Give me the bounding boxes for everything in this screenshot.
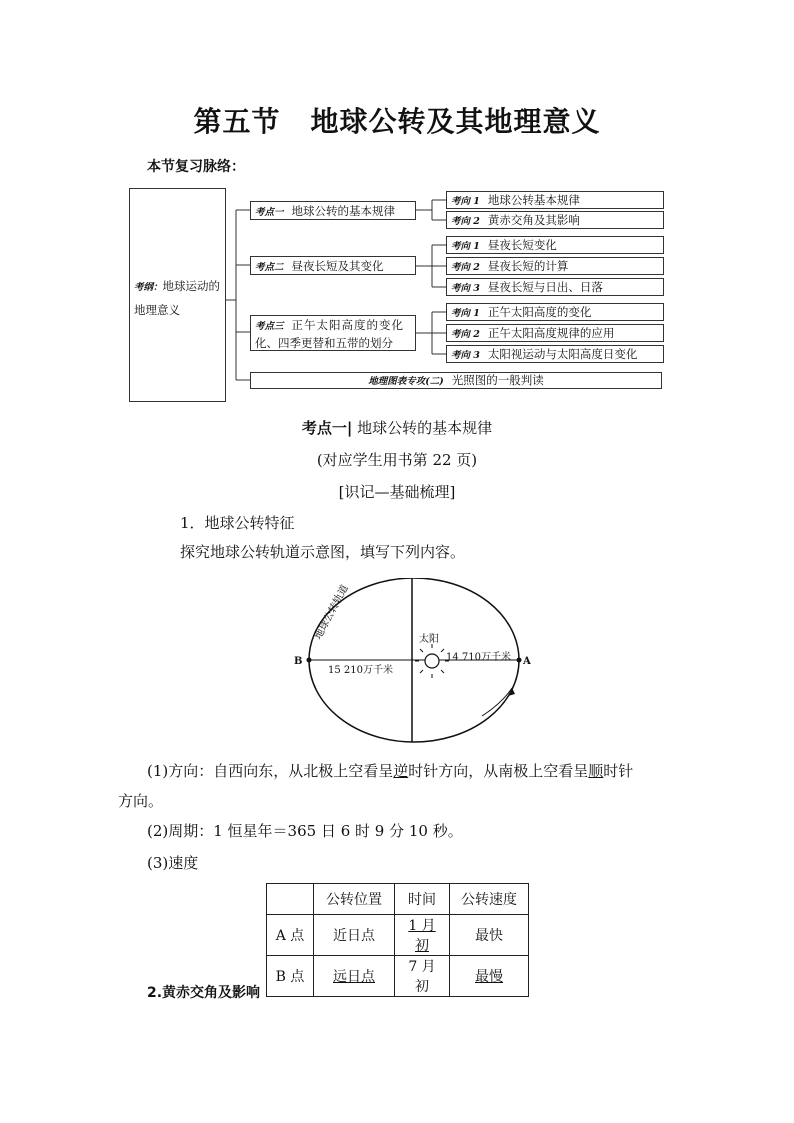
outline-root-line2: 地理意义: [134, 303, 180, 317]
near-distance-label: 14 710万千米: [446, 652, 511, 663]
outline-special: 地理图表专攻(二) 光照图的一般判读: [250, 372, 662, 389]
section-tag: [识记—基础梳理]: [338, 483, 456, 501]
table-cell: 最快: [450, 915, 529, 956]
outline-point-2: 考点二 昼夜长短及其变化: [250, 256, 416, 275]
sun-icon: [415, 644, 449, 678]
table-row: [267, 915, 529, 956]
speed-table: [266, 883, 529, 997]
table-cell: 1 月初: [395, 915, 450, 956]
section-1-heading: 1．地球公转特征: [180, 514, 295, 532]
orbit-label: 地球公转轨道: [312, 583, 351, 642]
point-a-dot: [517, 658, 522, 663]
outline-direction: 考向 1 正午太阳高度的变化: [446, 303, 664, 321]
outline-root-box: [129, 188, 226, 402]
outline-root-line1: 考纲：地球运动的: [134, 279, 221, 293]
outline-direction: 考向 2 正午太阳高度规律的应用: [446, 324, 664, 342]
table-header-cell: 时间: [395, 884, 450, 915]
blank-answer: 顺: [588, 762, 604, 780]
table-header-cell: 公转位置: [314, 884, 395, 915]
section-2-heading: 2.黄赤交角及影响: [147, 985, 261, 1001]
table-cell: A 点: [267, 915, 314, 956]
table-header-row: [267, 884, 529, 915]
orbit-diagram: [280, 578, 550, 774]
sun-label: 太阳: [419, 634, 439, 645]
outline-point-3: 考点三 正午太阳高度的变化 化、四季更替和五带的划分: [250, 315, 416, 351]
table-row: [267, 956, 529, 997]
title-part1: 第五节: [193, 105, 281, 138]
outline-direction: 考向 1 昼夜长短变化: [446, 236, 664, 254]
speed-heading: (3)速度: [147, 854, 199, 872]
table-cell: 近日点: [314, 915, 395, 956]
far-distance-label: 15 210万千米: [328, 665, 393, 676]
outline-direction: 考向 2 黄赤交角及其影响: [446, 211, 664, 229]
point-b-label: B: [294, 656, 303, 667]
outline-root-tag: 考纲：: [134, 282, 163, 293]
outline-direction: 考向 3 太阳视运动与太阳高度日变化: [446, 345, 664, 363]
table-header-cell: 公转速度: [450, 884, 529, 915]
table-cell: 7 月初: [395, 956, 450, 997]
outline-direction: 考向 1 地球公转基本规律: [446, 191, 664, 209]
table-header-cell: [267, 884, 314, 915]
direction-line-2: 方向。: [118, 792, 164, 810]
period-line: (2)周期：1 恒星年＝365 日 6 时 9 分 10 秒。: [147, 822, 463, 840]
point-a-label: A: [523, 656, 531, 667]
direction-arrow: [482, 688, 512, 716]
kaodian-heading: [0, 417, 794, 438]
point-b-dot: [307, 658, 312, 663]
blank-answer: 逆: [393, 762, 409, 780]
outline-direction: 考向 3 昼夜长短与日出、日落: [446, 278, 664, 296]
kaodian-title: 地球公转的基本规律: [357, 419, 493, 437]
title-part2: 地球公转及其地理意义: [310, 105, 601, 138]
outline-direction: 考向 2 昼夜长短的计算: [446, 257, 664, 275]
section-1-intro: 探究地球公转轨道示意图，填写下列内容。: [180, 543, 466, 561]
table-cell: 最慢: [450, 956, 529, 997]
direction-line-1: (1)方向：自西向东，从北极上空看呈逆时针方向，从南极上空看呈顺时针: [147, 762, 634, 780]
kaodian-prefix: 考点一|: [301, 419, 353, 437]
table-cell: 远日点: [314, 956, 395, 997]
page-reference: (对应学生用书第 22 页): [316, 451, 478, 469]
outline-point-1: 考点一 地球公转的基本规律: [250, 201, 416, 220]
review-heading: 本节复习脉络：: [147, 159, 245, 175]
table-cell: B 点: [267, 956, 314, 997]
